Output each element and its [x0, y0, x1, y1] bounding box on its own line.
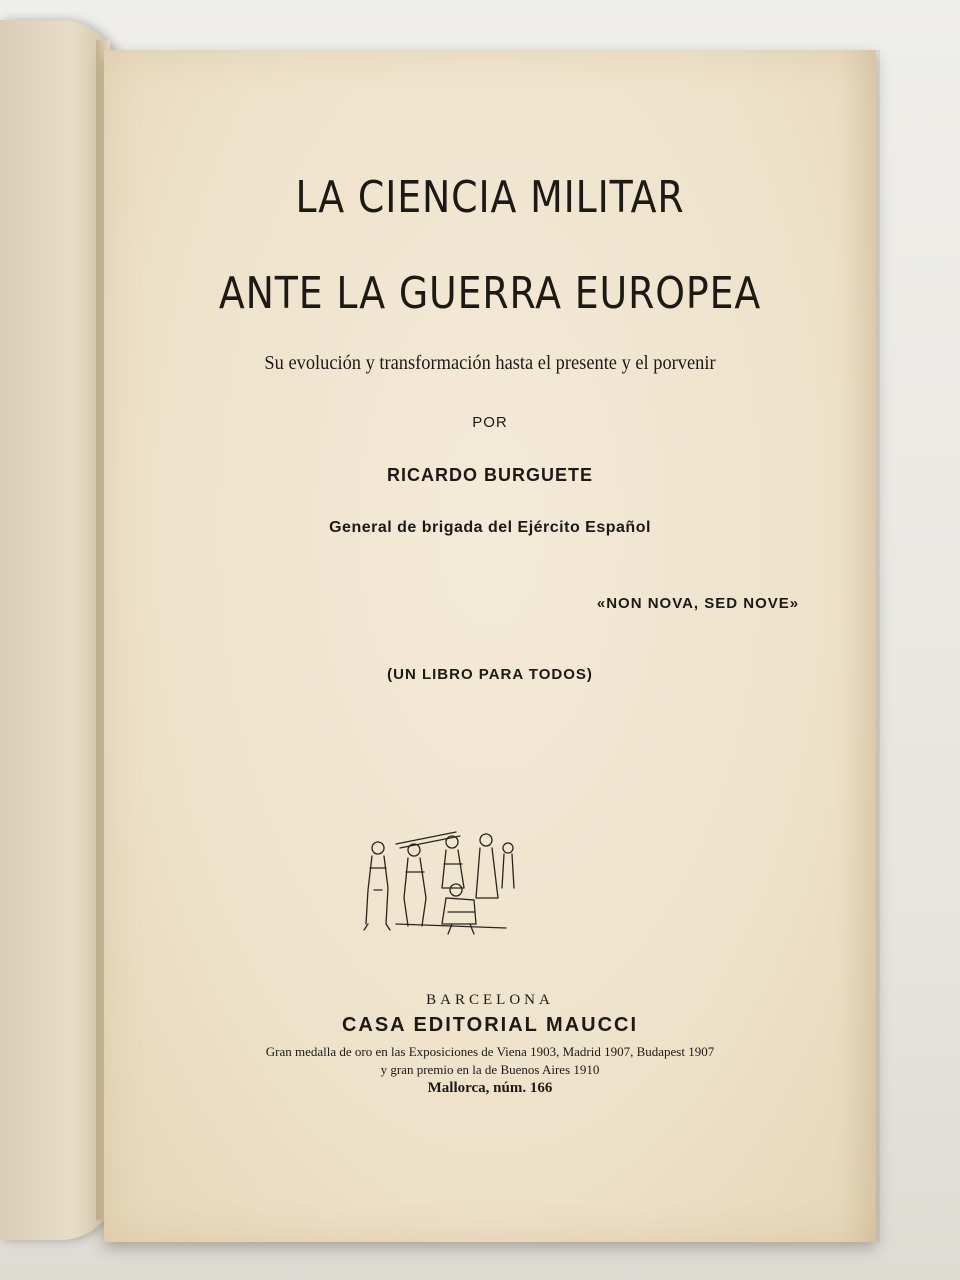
- motto: «NON NOVA, SED NOVE»: [596, 595, 800, 612]
- author-name: RICARDO BURGUETE: [386, 465, 593, 485]
- publisher-name: CASA EDITORIAL MAUCCI: [341, 1014, 639, 1036]
- author-rank: General de brigada del Ejército Español: [329, 519, 651, 536]
- soldiers-sketch-illustration: [356, 828, 524, 940]
- publisher-address: Mallorca, núm. 166: [427, 1080, 553, 1096]
- book-title-line2: ANTE LA GUERRA EUROPEA: [218, 268, 762, 319]
- by-label: POR: [472, 414, 508, 431]
- book-title-line1: LA CIENCIA MILITAR: [295, 172, 685, 223]
- book-subtitle: Su evolución y transformación hasta el presente y el porvenir: [264, 352, 716, 374]
- title-page: [104, 50, 876, 1242]
- imprint-city: BARCELONA: [426, 992, 554, 1008]
- page-edge-shadow: [840, 50, 880, 1242]
- tagline: (UN LIBRO PARA TODOS): [387, 666, 593, 683]
- award-line-2: y gran premio en la de Buenos Aires 1910: [380, 1062, 600, 1077]
- award-line-1: Gran medalla de oro en las Exposiciones de Viena 1903, Madrid 1907, Budapest 1907: [265, 1044, 715, 1059]
